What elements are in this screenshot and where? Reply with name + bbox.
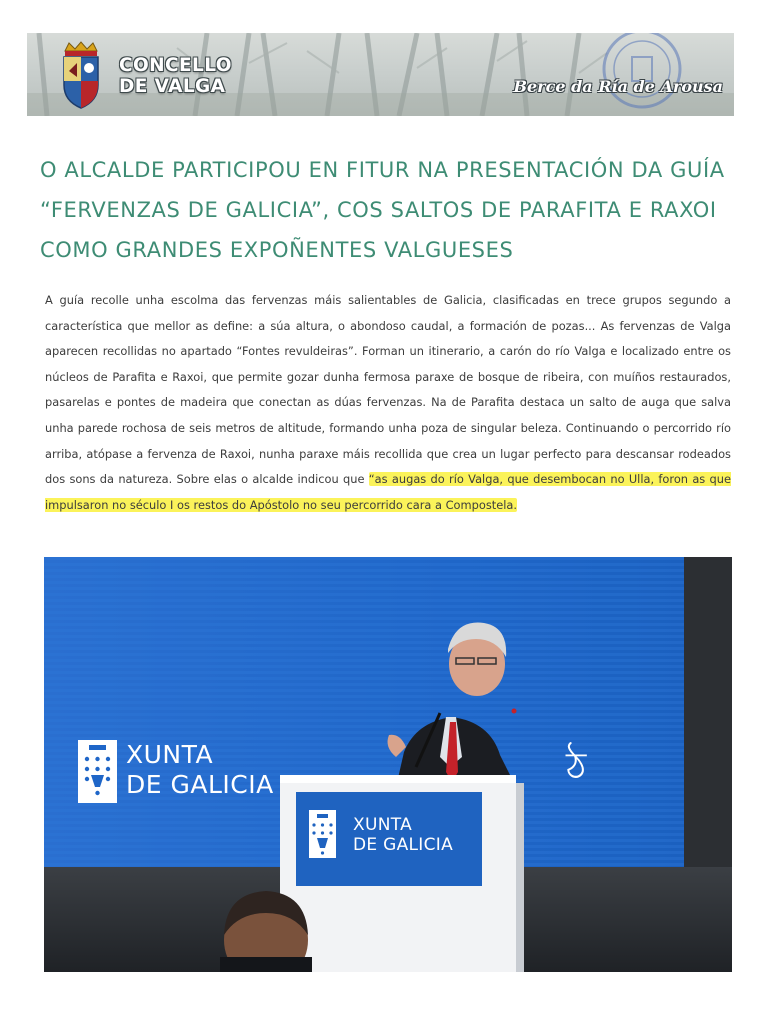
xunta-podium-logo-text <box>353 815 453 855</box>
article-photo <box>44 557 732 972</box>
municipal-seal-watermark <box>587 33 697 116</box>
highlighted-quote: “as augas do río Valga, que desembocan no Ulla, foron as que impulsaron no século I os restos do Apóstolo no seu percorrido cara a Compostela. <box>45 472 731 512</box>
article-title: O ALCALDE PARTICIPOU EN FITUR NA PRESENTACIÓN DA GUÍA “FERVENZAS DE GALICIA”, COS SALTOS DE PARAFITA E RAXOI COMO GRANDES EXPOÑENTES VALGUESES <box>40 158 725 262</box>
brand-line-1: CONCELLO <box>119 55 232 76</box>
coat-of-arms-icon <box>59 41 103 111</box>
wall-logo-line-2: DE GALICIA <box>126 770 274 799</box>
partial-logo-glyph: ঠ <box>566 744 587 788</box>
site-header-banner[interactable] <box>27 33 734 116</box>
xunta-wall-logo-text <box>126 740 274 800</box>
podium-logo-line-1: XUNTA <box>353 815 412 835</box>
site-brand[interactable] <box>119 55 232 97</box>
article-body-text: A guía recolle unha escolma das fervenzas máis salientables de Galicia, clasificadas en trece grupos segundo a característica que mellor as define: a súa altura, o abondoso caudal, a formación de pozas... As fervenzas de Valga aparecen recollidas no apartado “Fontes revuldeiras”. Forman un itinerario, a carón do río Valga e localizado entre os núcleos de Parafita e Raxoi, que permite gozar dunha fermosa paraxe de bosque de ribeira, con muíños restaurados, pasarelas e pontes de madeira que conectan as dúas fervenzas. Na de Parafita destaca un salto de auga que salva unha parede rochosa de seis metros de altitude, formando unha poza de singular beleza. Continuando o percorrido río arriba, atópase a fervenza de Raxoi, nunha paraxe máis recollida que crea un lugar perfecto para descansar rodeados dos sons da natureza. Sobre elas o alcalde indicou que <box>45 293 731 487</box>
podium-logo-line-2: DE GALICIA <box>353 835 454 855</box>
brand-line-2: DE VALGA <box>119 76 226 97</box>
podium <box>280 775 524 972</box>
article-body <box>45 288 731 518</box>
xunta-wall-emblem-icon <box>78 740 117 803</box>
site-tagline: Berce da Ría de Arousa <box>513 77 723 96</box>
wall-logo-line-1: XUNTA <box>126 740 214 769</box>
